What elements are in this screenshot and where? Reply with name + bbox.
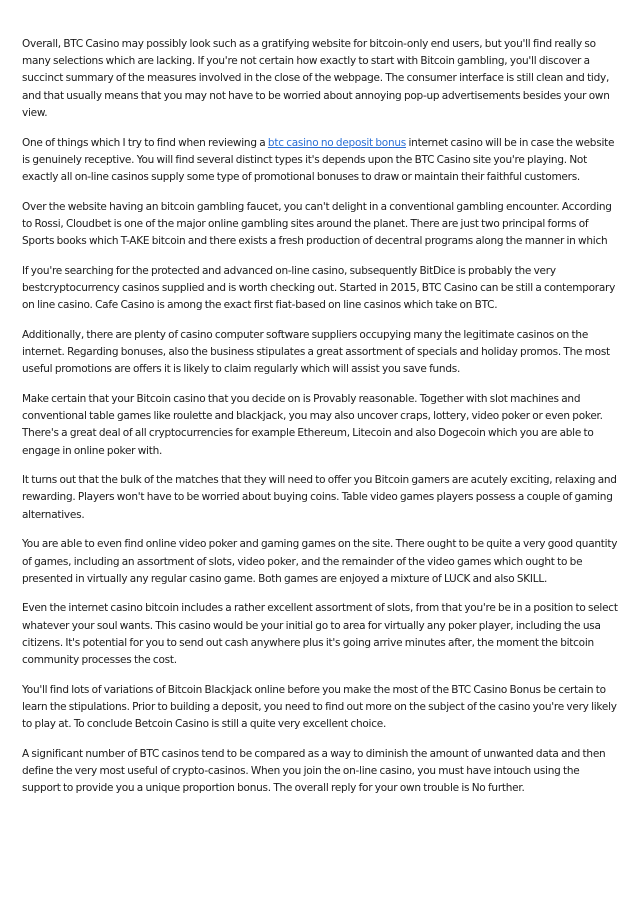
paragraph-8: You are able to even find online video poker and gaming games on the site. There ought to be quite a very good quantity of games, including an assortment of slots, video poker, and the remainder of the video games which ought to be presented in virtually any regular casino game. Both games are enjoyed a mixture of LUCK and also SKILL. [22, 538, 618, 585]
paragraph-9: Even the internet casino bitcoin includes a rather excellent assortment of slots, from that you're be in a position to select whatever your soul wants. This casino would be your initial go to area for virtually any poker player, including the usa citizens. It's potential for you to send out cash anywhere plus it's going arrive minutes after, the moment the bitcoin community processes the cost. [22, 602, 618, 667]
article-body [22, 36, 618, 810]
paragraph-6: Make certain that your Bitcoin casino that you decide on is Provably reasonable. Together with slot machines and conventional table games like roulette and blackjack, you may also uncover craps, lottery, video poker or even poker. There's a great deal of all cryptocurrencies for example Ethereum, Litecoin and also Dogecoin which you are able to engage in online poker with. [22, 392, 603, 457]
paragraph-2 [22, 135, 618, 187]
paragraph-1: Overall, BTC Casino may possibly look such as a gratifying website for bitcoin-only end users, but you'll find really so many selections which are lacking. If you're not certain how exactly to start with Bitcoin gambling, you'll discover a succinct summary of the measures involved in the close of the webpage. The consumer interface is still clean and tidy, and that usually means that you may not have to be worried about annoying pop-up advertisements besides your own view. [22, 38, 610, 119]
paragraph-4: If you're searching for the protected and advanced on-line casino, subsequently BitDice is probably the very bestcryptocurrency casinos supplied and is worth checking out. Started in 2015, BTC Casino can be still a contemporary on line casino. Cafe Casino is among the exact first fiat-based on line casinos which take on BTC. [22, 264, 616, 312]
paragraph-2-lead: One of things which I try to find when reviewing a [22, 136, 268, 149]
paragraph-5: Additionally, there are plenty of casino computer software suppliers occupying many the legitimate casinos on the internet. Regarding bonuses, also the business stipulates a great assortment of specials and holiday promos. The most useful promotions are offers it is likely to claim regularly which will assist you save funds. [22, 328, 610, 376]
casino-bonus-link[interactable]: btc casino no deposit bonus [267, 136, 407, 149]
paragraph-7: It turns out that the bulk of the matches that they will need to offer you Bitcoin gamers are acutely exciting, relaxing and rewarding. Players won't have to be worried about buying coins. Table video games players possess a couple of gaming alternatives. [22, 474, 617, 521]
paragraph-10: You'll find lots of variations of Bitcoin Blackjack online before you make the most of the BTC Casino Bonus be certain to learn the stipulations. Prior to building a deposit, you need to find out more on the subject of the casino you're very likely to play at. To conclude Betcoin Casino is still a quite very excellent choice. [22, 683, 617, 731]
paragraph-11: A significant number of BTC casinos tend to be compared as a way to diminish the amount of unwanted data and then define the very most useful of crypto-casinos. When you join the on-line casino, you must have intouch using the support to provide you a unique proportion bonus. The overall reply for your own trouble is No further. [22, 747, 606, 795]
paragraph-3: Over the website having an bitcoin gambling faucet, you can't delight in a conventional gambling encounter. According to Rossi, Cloudbet is one of the major online gambling sites around the planet. There are just two principal forms of Sports books which T-AKE bitcoin and there exists a fresh production of decentral programs along the manner in which [22, 200, 612, 248]
paragraph-2-rest: internet casino will be in case the website is genuinely receptive. You will find several distinct types it's depends upon the BTC Casino site you're playing. Not exactly all on-line casinos supply some type of promotional bonuses to draw or maintain their faithful customers. [22, 136, 615, 183]
